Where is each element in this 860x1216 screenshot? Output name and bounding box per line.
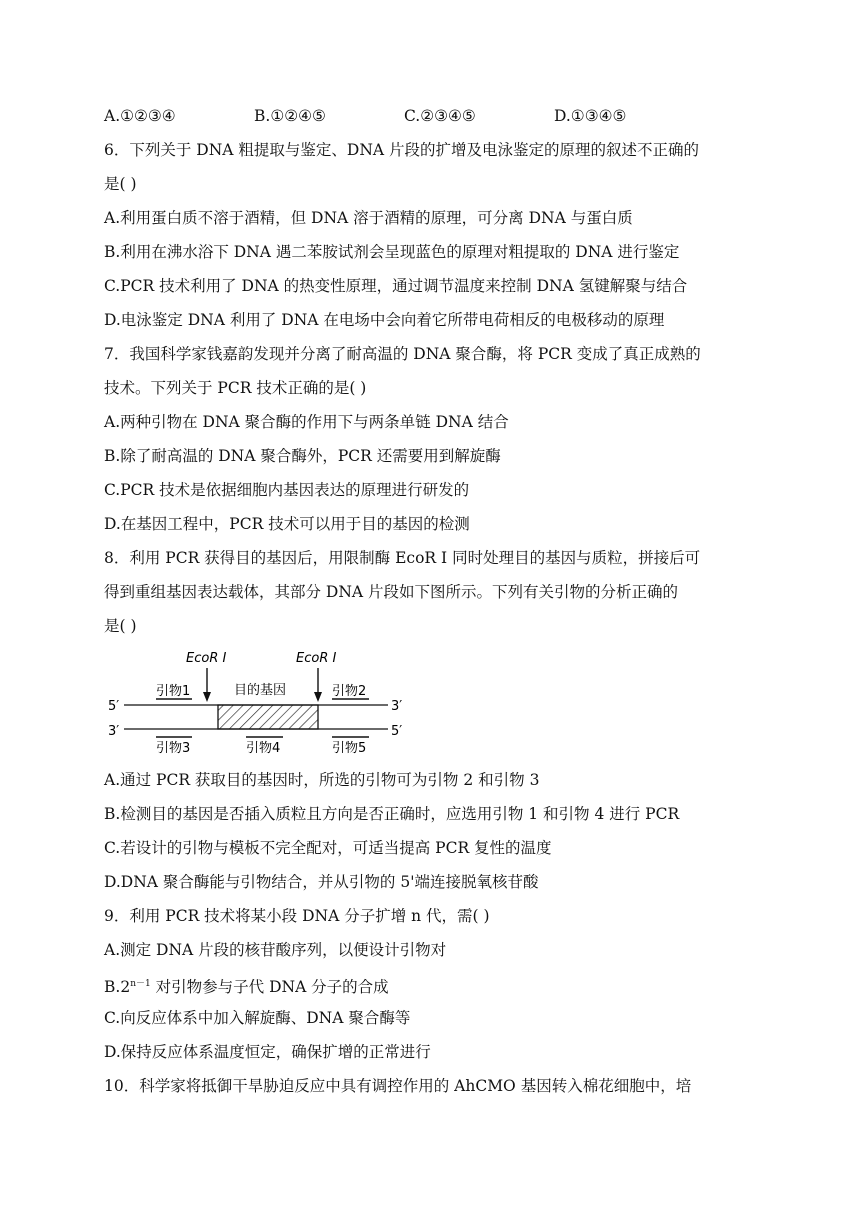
q7-option-c: C.PCR 技术是依据细胞内基因表达的原理进行研发的: [104, 481, 470, 499]
q9-option-b-exponent: n－1: [130, 979, 151, 989]
top-strand-3-end: 3′: [391, 699, 403, 714]
enzyme-label-left: EcoR Ⅰ: [186, 651, 227, 666]
q9-option-b: [104, 974, 389, 997]
q8-option-a: A.通过 PCR 获取目的基因时，所选的引物可为引物 2 和引物 3: [104, 771, 540, 789]
q5-options: [104, 106, 626, 126]
q8-stem-line1: 8．利用 PCR 获得目的基因后，用限制酶 EcoR Ⅰ 同时处理目的基因与质粒，拼接后可: [104, 549, 701, 567]
q7-option-d: D.在基因工程中，PCR 技术可以用于目的基因的检测: [104, 515, 470, 533]
q6-stem-line1: 6．下列关于 DNA 粗提取与鉴定、DNA 片段的扩增及电泳鉴定的原理的叙述不正确的: [104, 141, 700, 159]
q8-option-b: B.检测目的基因是否插入质粒且方向是否正确时，应选用引物 1 和引物 4 进行 PCR: [104, 805, 680, 823]
q9-option-a: A.测定 DNA 片段的核苷酸序列，以便设计引物对: [104, 941, 447, 959]
q9-stem: 9．利用 PCR 技术将某小段 DNA 分子扩增 n 代，需( ): [104, 907, 490, 925]
primer2-label: 引物2: [332, 684, 367, 699]
dna-primer-diagram: [100, 640, 420, 762]
primer3-label: 引物3: [156, 741, 191, 756]
q8-stem-line3: 是( ): [104, 617, 137, 635]
q7-option-a: A.两种引物在 DNA 聚合酶的作用下与两条单链 DNA 结合: [104, 413, 509, 431]
top-strand-5-end: 5′: [108, 699, 120, 714]
q6-option-a: A.利用蛋白质不溶于酒精，但 DNA 溶于酒精的原理，可分离 DNA 与蛋白质: [104, 209, 633, 227]
bottom-strand-5-end: 5′: [391, 724, 403, 739]
enzyme-label-right: EcoR Ⅰ: [296, 651, 337, 666]
q9-option-c: C.向反应体系中加入解旋酶、DNA 聚合酶等: [104, 1009, 411, 1027]
q8-option-c: C.若设计的引物与模板不完全配对，可适当提高 PCR 复性的温度: [104, 839, 552, 857]
q7-option-b: B.除了耐高温的 DNA 聚合酶外，PCR 还需要用到解旋酶: [104, 447, 501, 465]
primer1-label: 引物1: [156, 684, 191, 699]
q6-option-b: B.利用在沸水浴下 DNA 遇二苯胺试剂会呈现蓝色的原理对粗提取的 DNA 进行鉴定: [104, 243, 680, 261]
q10-stem-line1: 10．科学家将抵御干旱胁迫反应中具有调控作用的 AhCMO 基因转入棉花细胞中，培: [104, 1077, 692, 1095]
bottom-strand-3-end: 3′: [108, 724, 120, 739]
q8-option-d: D.DNA 聚合酶能与引物结合，并从引物的 5'端连接脱氧核苷酸: [104, 873, 539, 891]
q6-stem-line2: 是( ): [104, 175, 137, 193]
q7-stem-line1: 7．我国科学家钱嘉韵发现并分离了耐高温的 DNA 聚合酶，将 PCR 变成了真正成熟的: [104, 345, 701, 363]
q7-stem-line2: 技术。下列关于 PCR 技术正确的是( ): [104, 379, 367, 397]
q5-option-a: A.①②③④: [104, 107, 176, 125]
q8-stem-line2: 得到重组基因表达载体，其部分 DNA 片段如下图所示。下列有关引物的分析正确的: [104, 583, 679, 601]
q9-option-b-prefix: B.2: [104, 978, 131, 996]
gene-label: 目的基因: [234, 683, 287, 698]
q6-option-c: C.PCR 技术利用了 DNA 的热变性原理，通过调节温度来控制 DNA 氢键解聚与结合: [104, 277, 688, 295]
target-gene-segment: [218, 705, 318, 729]
q6-option-d: D.电泳鉴定 DNA 利用了 DNA 在电场中会向着它所带电荷相反的电极移动的原理: [104, 311, 665, 329]
primer5-label: 引物5: [332, 741, 367, 756]
q9-option-b-suffix: 对引物参与子代 DNA 分子的合成: [150, 978, 389, 996]
cut-arrowhead-left: [203, 692, 211, 702]
cut-arrowhead-right: [314, 692, 322, 702]
primer4-label: 引物4: [246, 741, 281, 756]
q5-option-c: C.②③④⑤: [404, 107, 476, 125]
q5-option-b: B.①②④⑤: [254, 107, 326, 125]
q5-option-d: D.①③④⑤: [554, 107, 627, 125]
q9-option-d: D.保持反应体系温度恒定，确保扩增的正常进行: [104, 1043, 431, 1061]
